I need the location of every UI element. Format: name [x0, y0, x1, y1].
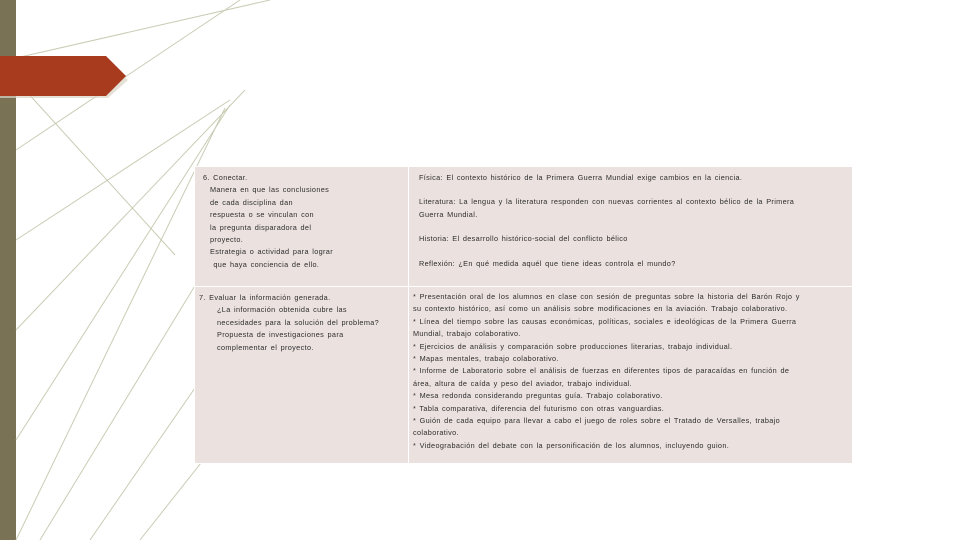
- cell-line: Reflexión: ¿En qué medida aquél que tiene ideas controla el mundo?: [419, 258, 676, 268]
- list-item: * Ejercicios de análisis y comparación sobre producciones literarias, trabajo individual.: [413, 341, 733, 351]
- list-item: * Guión de cada equipo para llevar a cabo el juego de roles sobre el Tratado de Versalles, trabajo: [413, 416, 781, 426]
- paragraph-historia: [419, 233, 844, 245]
- table-cell-step7: [195, 287, 409, 464]
- cell-line: respuesta o se vinculan con: [210, 210, 314, 220]
- cell-line: que haya conciencia de ello.: [210, 259, 320, 269]
- cell-line: Literatura: La lengua y la literatura responden con nuevas corrientes al contexto bélico de la Primera: [419, 197, 795, 207]
- cell-line: Estrategia o actividad para lograr: [210, 247, 333, 257]
- table-row: [195, 287, 853, 464]
- cell-line: proyecto.: [210, 235, 244, 245]
- list-item: * Informe de Laboratorio sobre el análisis de fuerzas en diferentes tipos de paracaídas en función de: [413, 366, 790, 376]
- list-item: * Tabla comparativa, diferencia del futurismo con otras vanguardias.: [413, 403, 665, 413]
- cell-line: 6. Conectar.: [203, 173, 248, 182]
- table-cell-step6: [195, 167, 409, 287]
- cell-line: Física: El contexto histórico de la Primera Guerra Mundial exige cambios en la ciencia.: [419, 173, 743, 182]
- cell-line: Propuesta de investigaciones para: [217, 330, 344, 340]
- title-tab: [0, 56, 126, 96]
- list-item: colaborativo.: [413, 428, 459, 438]
- list-item: * Presentación oral de los alumnos en clase con sesión de preguntas sobre la historia del Barón Rojo y: [413, 292, 800, 301]
- paragraph-fisica: [419, 172, 844, 184]
- cell-line: necesidades para la solución del problema?: [217, 317, 380, 327]
- list-item: su contexto histórico, así como un análisis sobre modificaciones en la aviación. Trabajo colaborativo.: [413, 304, 788, 314]
- list-item: * Mesa redonda considerando preguntas guía. Trabajo colaborativo.: [413, 391, 663, 401]
- list-item: * Videograbación del debate con la personificación de los alumnos, incluyendo guion.: [413, 440, 730, 450]
- cell-line: la pregunta disparadora del: [210, 222, 312, 232]
- cell-line: complementar el proyecto.: [217, 342, 314, 352]
- cell-line: Guerra Mundial.: [419, 209, 478, 219]
- list-item: * Línea del tiempo sobre las causas económicas, políticas, sociales e ideológicas de la Primera Guerra: [413, 316, 797, 326]
- cell-line: 7. Evaluar la información generada.: [199, 293, 331, 302]
- cell-line: Manera en que las conclusiones: [210, 185, 330, 195]
- table-row: [195, 167, 853, 287]
- paragraph-literatura: [419, 196, 844, 221]
- content-table: [194, 166, 853, 464]
- table-cell-conclusions: [409, 167, 853, 287]
- cell-line: Historia: El desarrollo histórico-social del conflicto bélico: [419, 234, 628, 244]
- list-item: Mundial, trabajo colaborativo.: [413, 329, 521, 339]
- cell-line: ¿La información obtenida cubre las: [217, 305, 347, 315]
- paragraph-reflexion: [419, 258, 844, 270]
- table-cell-evaluation-activities: [409, 287, 853, 464]
- cell-line: de cada disciplina dan: [210, 197, 293, 207]
- list-item: * Mapas mentales, trabajo colaborativo.: [413, 354, 559, 364]
- list-item: área, altura de caída y peso del aviador, trabajo individual.: [413, 378, 632, 388]
